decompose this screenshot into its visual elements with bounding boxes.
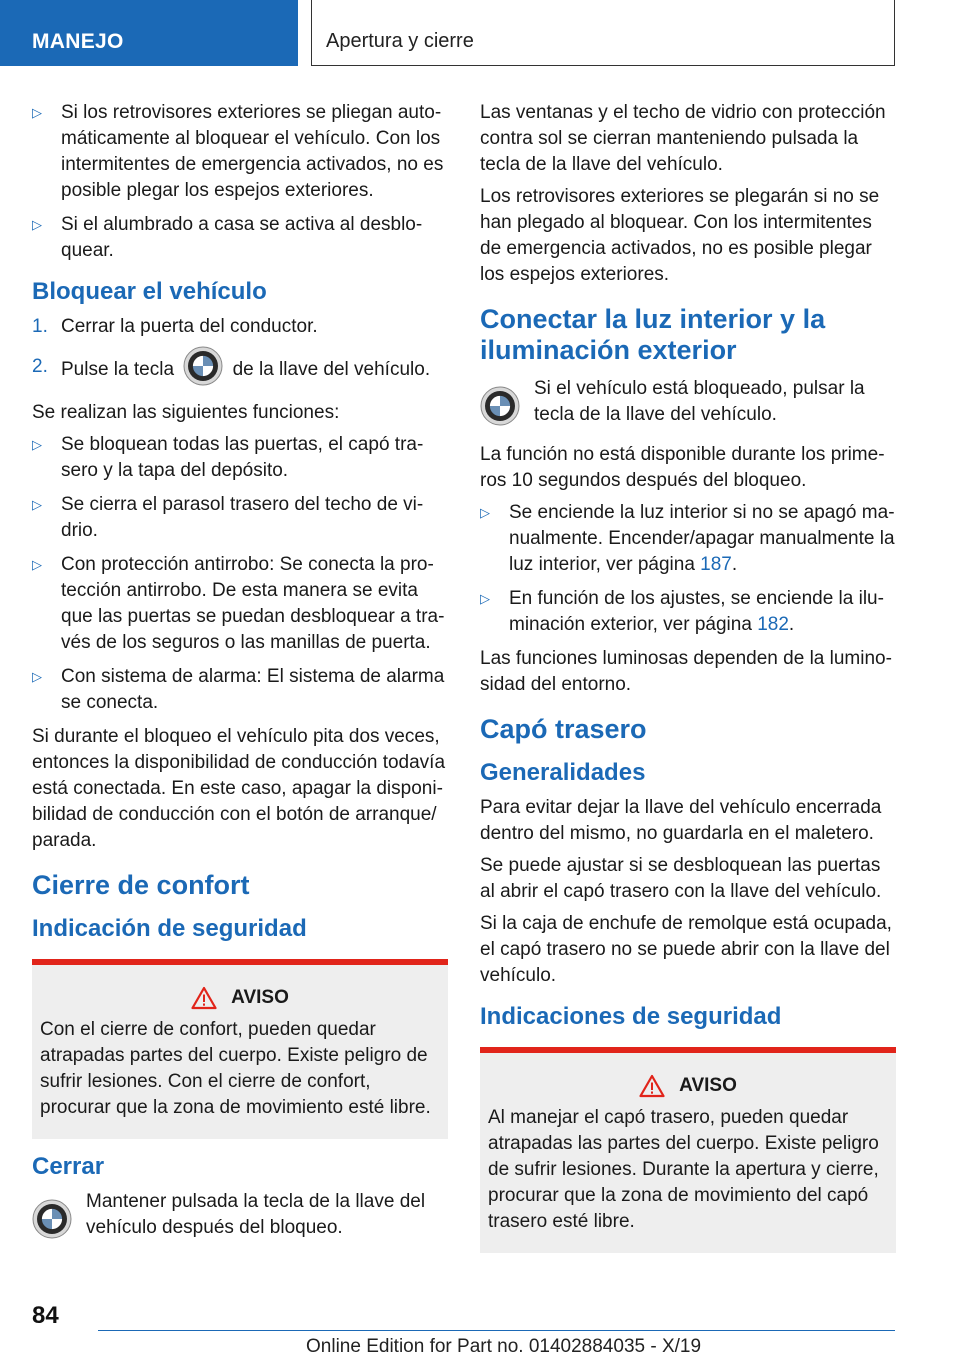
triangle-bullet-icon: ▷: [32, 217, 42, 232]
triangle-bullet-icon: ▷: [32, 557, 42, 572]
trunk-heading: Capó trasero: [480, 714, 647, 744]
step-item: 2. Pulse la tecla de la llave del vehículo.: [32, 354, 448, 386]
triangle-bullet-icon: ▷: [32, 497, 42, 512]
list-item: ▷ Si los retrovisores exteriores se pliegan automáticamente al bloquear el vehículo. Con los intermitentes de emergencia activados, no es posible plegar los espejos exteriores.: [32, 102, 444, 201]
general-p3: Si la caja de enchufe de remolque está ocupada, el capó trasero no se puede abrir con la llave del vehículo.: [480, 913, 892, 986]
light-dependence: Las funciones luminosas dependen de la luminosidad del entorno.: [480, 648, 892, 695]
edition-footer: Online Edition for Part no. 01402884035 - X/19: [306, 1336, 702, 1357]
right-column: [480, 100, 896, 1267]
warning-text: Al manejar el capó trasero, pueden quedar atrapadas las partes del cuerpo. Existe peligro de sufrir lesiones. Durante la apertura y cierre, procurar que la zona de movimiento del capó trasero esté libre.: [488, 1107, 879, 1232]
light-heading: Conectar la luz interior y la iluminación exterior: [480, 304, 826, 365]
functions-intro: Se realizan las siguientes funciones:: [32, 402, 340, 423]
left-column: [32, 100, 448, 1247]
list-item: ▷ Con protección antirrobo: Se conecta la protección antirrobo. De esta manera se evita que las puertas se puedan desbloquear a través de los seguros o las manillas de puerta.: [32, 554, 445, 653]
comfort-heading: Cierre de confort: [32, 870, 250, 900]
close-heading: Cerrar: [32, 1153, 105, 1180]
warning-icon: [191, 986, 217, 1010]
general-heading: Generalidades: [480, 759, 646, 786]
page-header: [0, 0, 960, 66]
general-p2: Se puede ajustar si se desbloquean las puertas al abrir el capó trasero con la llave del vehículo.: [480, 855, 882, 902]
key-instruction: Si el vehículo está bloqueado, pulsar la tecla de la llave del vehículo.: [480, 376, 896, 434]
footer-divider: [98, 1330, 895, 1331]
bmw-key-button-icon: [32, 1199, 72, 1239]
list-item: ▷ Con sistema de alarma: El sistema de alarma se conecta.: [32, 666, 445, 713]
section-tab: MANEJO: [0, 0, 298, 66]
triangle-bullet-icon: ▷: [32, 437, 42, 452]
page-number: 84: [32, 1302, 59, 1329]
windows-text: Las ventanas y el techo de vidrio con protección contra sol se cierran manteniendo pulsada la tecla de la llave del vehículo.: [480, 102, 886, 175]
list-item: ▷ Se cierra el parasol trasero del techo de vidrio.: [32, 494, 424, 541]
warning-title: AVISO: [231, 987, 289, 1008]
chapter-title: Apertura y cierre: [311, 0, 895, 66]
safety-heading-trunk: Indicaciones de seguridad: [480, 1003, 782, 1030]
page-link-182[interactable]: 182: [757, 614, 789, 635]
mirrors-text: Los retrovisores exteriores se plegarán si no se han plegado al bloquear. Con los intermitentes de emergencia activados, no es posible plegar los espejos exteriores.: [480, 186, 880, 285]
key-instruction: Mantener pulsada la tecla de la llave del vehículo después del bloqueo.: [32, 1189, 448, 1247]
bmw-key-button-icon: [183, 346, 223, 386]
warning-title: AVISO: [679, 1075, 737, 1096]
beep-note: Si durante el bloqueo el vehículo pita dos veces, entonces la disponibilidad de conducción todavía está conectada. En este caso, apagar la disponibilidad de conducción con el botón de arranque/ parada.: [32, 726, 446, 851]
warning-icon: [639, 1074, 665, 1098]
general-p1: Para evitar dejar la llave del vehículo encerrada dentro del mismo, no guardarla en el maletero.: [480, 797, 882, 844]
lock-heading: Bloquear el vehículo: [32, 278, 267, 305]
warning-box: [480, 1047, 896, 1253]
list-item: ▷ Se bloquean todas las puertas, el capó trasero y la tapa del depósito.: [32, 434, 424, 481]
triangle-bullet-icon: ▷: [32, 105, 42, 120]
safety-heading: Indicación de seguridad: [32, 915, 307, 942]
bmw-key-button-icon: [480, 386, 520, 426]
triangle-bullet-icon: ▷: [480, 505, 490, 520]
list-item: ▷ Se enciende la luz interior si no se apagó manualmente. Encender/apagar manualmente la luz interior, ver página 187.: [480, 502, 895, 575]
list-item: ▷ En función de los ajustes, se enciende la iluminación exterior, ver página 182.: [480, 588, 884, 635]
step-item: 1. Cerrar la puerta del conductor.: [32, 316, 318, 337]
warning-text: Con el cierre de confort, pueden quedar atrapadas partes del cuerpo. Existe peligro de sufrir lesiones. Con el cierre de confort, procurar que la zona de movimiento esté libre.: [40, 1019, 431, 1118]
list-item: ▷ Si el alumbrado a casa se activa al desbloquear.: [32, 214, 423, 261]
light-unavailable: La función no está disponible durante los primeros 10 segundos después del bloqueo.: [480, 444, 885, 491]
warning-box: [32, 959, 448, 1139]
triangle-bullet-icon: ▷: [480, 591, 490, 606]
page-link-187[interactable]: 187: [700, 554, 732, 575]
triangle-bullet-icon: ▷: [32, 669, 42, 684]
